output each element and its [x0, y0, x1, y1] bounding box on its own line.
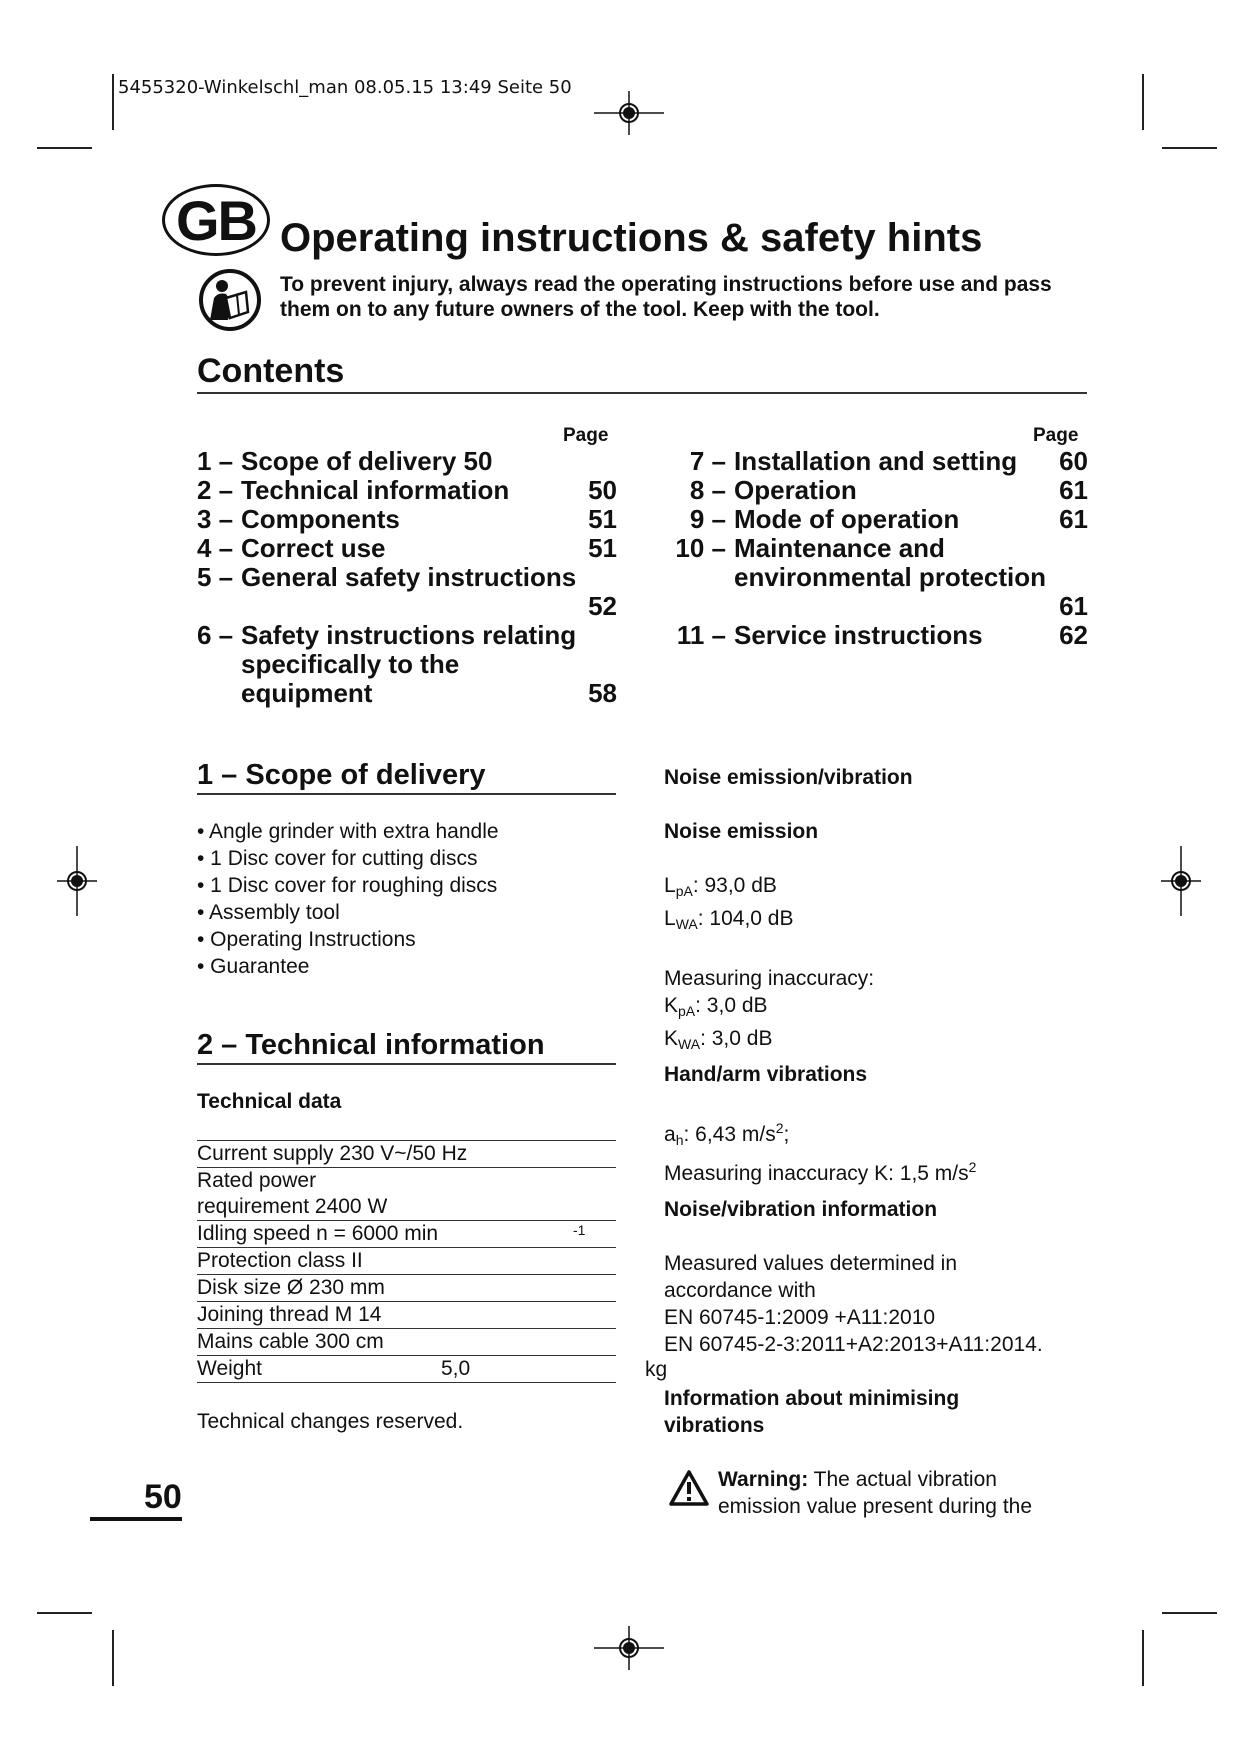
lpa-value: $L_{pA}$: 93,0 dB: [664, 874, 777, 899]
toc-entry-page: 62: [1059, 620, 1088, 650]
toc-entry-title: Operation: [734, 475, 857, 505]
country-badge: GB: [162, 184, 270, 256]
toc-entry[interactable]: [197, 447, 617, 476]
vibration-values: [664, 1115, 976, 1187]
toc-entry-page: 51: [588, 533, 617, 563]
subheading: Noise emission/vibration: [664, 766, 913, 789]
page-number: 50: [144, 1478, 182, 1516]
table-row: [197, 1301, 616, 1328]
table-row: [197, 1355, 616, 1383]
weight-unit: kg: [645, 1358, 668, 1381]
toc-entry-page: 58: [588, 678, 617, 708]
toc-entry-title: Safety instructions relating specifically to the equipment: [241, 620, 577, 708]
info-lines: [664, 1250, 1043, 1358]
registration-mark-icon: [1161, 846, 1201, 916]
toc-entry-number: 1 –: [197, 446, 234, 476]
subheading: Technical data: [197, 1090, 342, 1113]
subheading: Information about minimising vibrations: [664, 1387, 960, 1437]
toc-entry[interactable]: [197, 563, 617, 621]
table-cell: Idling speed n = 6000 min: [197, 1222, 439, 1245]
list-item: • Angle grinder with extra handle: [197, 820, 499, 843]
table-cell: Rated power requirement 2400 W: [197, 1169, 388, 1218]
toc-entry-title: Components: [241, 504, 400, 534]
info-line: EN 60745-2-3:2011+A2:2013+A11:2014.: [664, 1333, 1043, 1356]
subheading: Noise emission: [664, 820, 819, 843]
page-column-label: Page: [1033, 425, 1079, 446]
subheading: Hand/arm vibrations: [664, 1063, 868, 1086]
table-cell: Protection class II: [197, 1249, 363, 1272]
toc-entry[interactable]: [197, 534, 617, 563]
toc-entry-title: Maintenance and environmental protection: [734, 533, 1047, 592]
toc-entry-number: 5 –: [197, 562, 234, 592]
table-row: [197, 1328, 616, 1355]
intro-text: To prevent injury, always read the operating instructions before use and pass them on to any future owners of the tool. Keep with the tool.: [280, 273, 1052, 321]
toc-entry-title: Mode of operation: [734, 504, 960, 534]
warning-triangle-icon: [668, 1469, 710, 1507]
toc-entry-page: 61: [1059, 475, 1088, 505]
list-item: • 1 Disc cover for cutting discs: [197, 847, 478, 870]
kwa-value: $K_{WA}$: 3,0 dB: [664, 1027, 773, 1052]
section-heading: 2 – Technical information: [197, 1029, 545, 1061]
page-title: Operating instructions & safety hints: [280, 216, 983, 260]
toc-entry-title: Technical information: [241, 475, 510, 505]
divider: [197, 793, 616, 795]
read-manual-icon: [198, 268, 262, 332]
toc-entry[interactable]: [197, 476, 617, 505]
weight-value: 5,0: [441, 1357, 471, 1380]
toc-entry-number: 4 –: [197, 533, 234, 563]
contents-heading: Contents: [197, 352, 345, 390]
toc-entry[interactable]: [663, 621, 1088, 650]
toc-entry-number: 7 –: [689, 446, 726, 476]
scope-list: [197, 818, 499, 980]
inaccuracy-label: Measuring inaccuracy:: [664, 967, 875, 990]
toc-left: [197, 447, 617, 708]
exponent: -1: [573, 1222, 586, 1238]
technical-note: Technical changes reserved.: [197, 1410, 464, 1433]
section-heading: 1 – Scope of delivery: [197, 759, 486, 791]
table-row: [197, 1247, 616, 1274]
toc-entry-page: 52: [588, 591, 617, 621]
ah-value: $a_h$: 6,43 $m/s^2$;: [664, 1120, 790, 1148]
toc-entry-number: 11 –: [676, 620, 726, 650]
toc-entry-number: 6 –: [197, 620, 234, 650]
toc-entry-title: Scope of delivery 50: [241, 446, 493, 476]
info-line: Measured values determined in: [664, 1252, 957, 1275]
technical-data-table: [197, 1140, 616, 1383]
toc-entry-title: Installation and setting: [734, 446, 1018, 476]
table-cell: Joining thread M 14: [197, 1303, 382, 1326]
toc-entry-page: 61: [1059, 504, 1088, 534]
toc-entry[interactable]: [663, 505, 1088, 534]
table-row: [197, 1140, 616, 1167]
toc-right: [663, 447, 1088, 650]
toc-entry[interactable]: [197, 621, 617, 708]
table-row: [197, 1274, 616, 1301]
toc-entry-title: Correct use: [241, 533, 386, 563]
toc-entry-page: 60: [1059, 446, 1088, 476]
toc-entry-number: 8 –: [689, 475, 726, 505]
table-cell: Weight: [197, 1357, 262, 1380]
noise-values: [664, 872, 874, 1058]
list-item: • 1 Disc cover for roughing discs: [197, 874, 498, 897]
toc-entry[interactable]: [663, 447, 1088, 476]
table-cell: Mains cable 300 cm: [197, 1330, 384, 1353]
vibration-inaccuracy: Measuring inaccuracy K: 1,5 $m/s^2$: [664, 1159, 977, 1185]
toc-entry-number: 3 –: [197, 504, 234, 534]
divider: [197, 1063, 616, 1065]
info-line: EN 60745-1:2009 +A11:2010: [664, 1306, 936, 1329]
list-item: • Assembly tool: [197, 901, 340, 924]
toc-entry-number: 9 –: [689, 504, 726, 534]
print-slug: 5455320-Winkelschl_man 08.05.15 13:49 Seite 50: [118, 77, 572, 98]
divider: [90, 1517, 182, 1521]
list-item: • Operating Instructions: [197, 928, 416, 951]
toc-entry-title: Service instructions: [734, 620, 983, 650]
toc-entry[interactable]: [663, 476, 1088, 505]
registration-mark-icon: [594, 91, 664, 135]
divider: [197, 392, 1087, 394]
table-cell: Disk size Ø 230 mm: [197, 1276, 385, 1299]
toc-entry-page: 51: [588, 504, 617, 534]
subheading: Noise/vibration information: [664, 1198, 938, 1221]
table-row: [197, 1220, 616, 1247]
warning-text: Warning: The actual vibration emission value present during the: [718, 1468, 1033, 1518]
lwa-value: $L_{WA}$: 104,0 dB: [664, 907, 794, 932]
toc-entry[interactable]: [663, 534, 1088, 621]
toc-entry-number: 10 –: [675, 533, 726, 563]
toc-entry[interactable]: [197, 505, 617, 534]
toc-entry-page: 50: [588, 475, 617, 505]
warning-label: Warning:: [718, 1468, 809, 1491]
kpa-value: $K_{pA}$: 3,0 dB: [664, 994, 768, 1019]
table-row: [197, 1167, 616, 1220]
page-column-label: Page: [563, 425, 609, 446]
table-cell: Current supply 230 V~/50 Hz: [197, 1142, 468, 1165]
registration-mark-icon: [57, 846, 97, 916]
list-item: • Guarantee: [197, 955, 310, 978]
registration-mark-icon: [594, 1626, 664, 1670]
info-line: accordance with: [664, 1279, 816, 1302]
toc-entry-page: 61: [1059, 591, 1088, 621]
toc-entry-title: General safety instructions: [241, 562, 577, 592]
toc-entry-number: 2 –: [197, 475, 234, 505]
